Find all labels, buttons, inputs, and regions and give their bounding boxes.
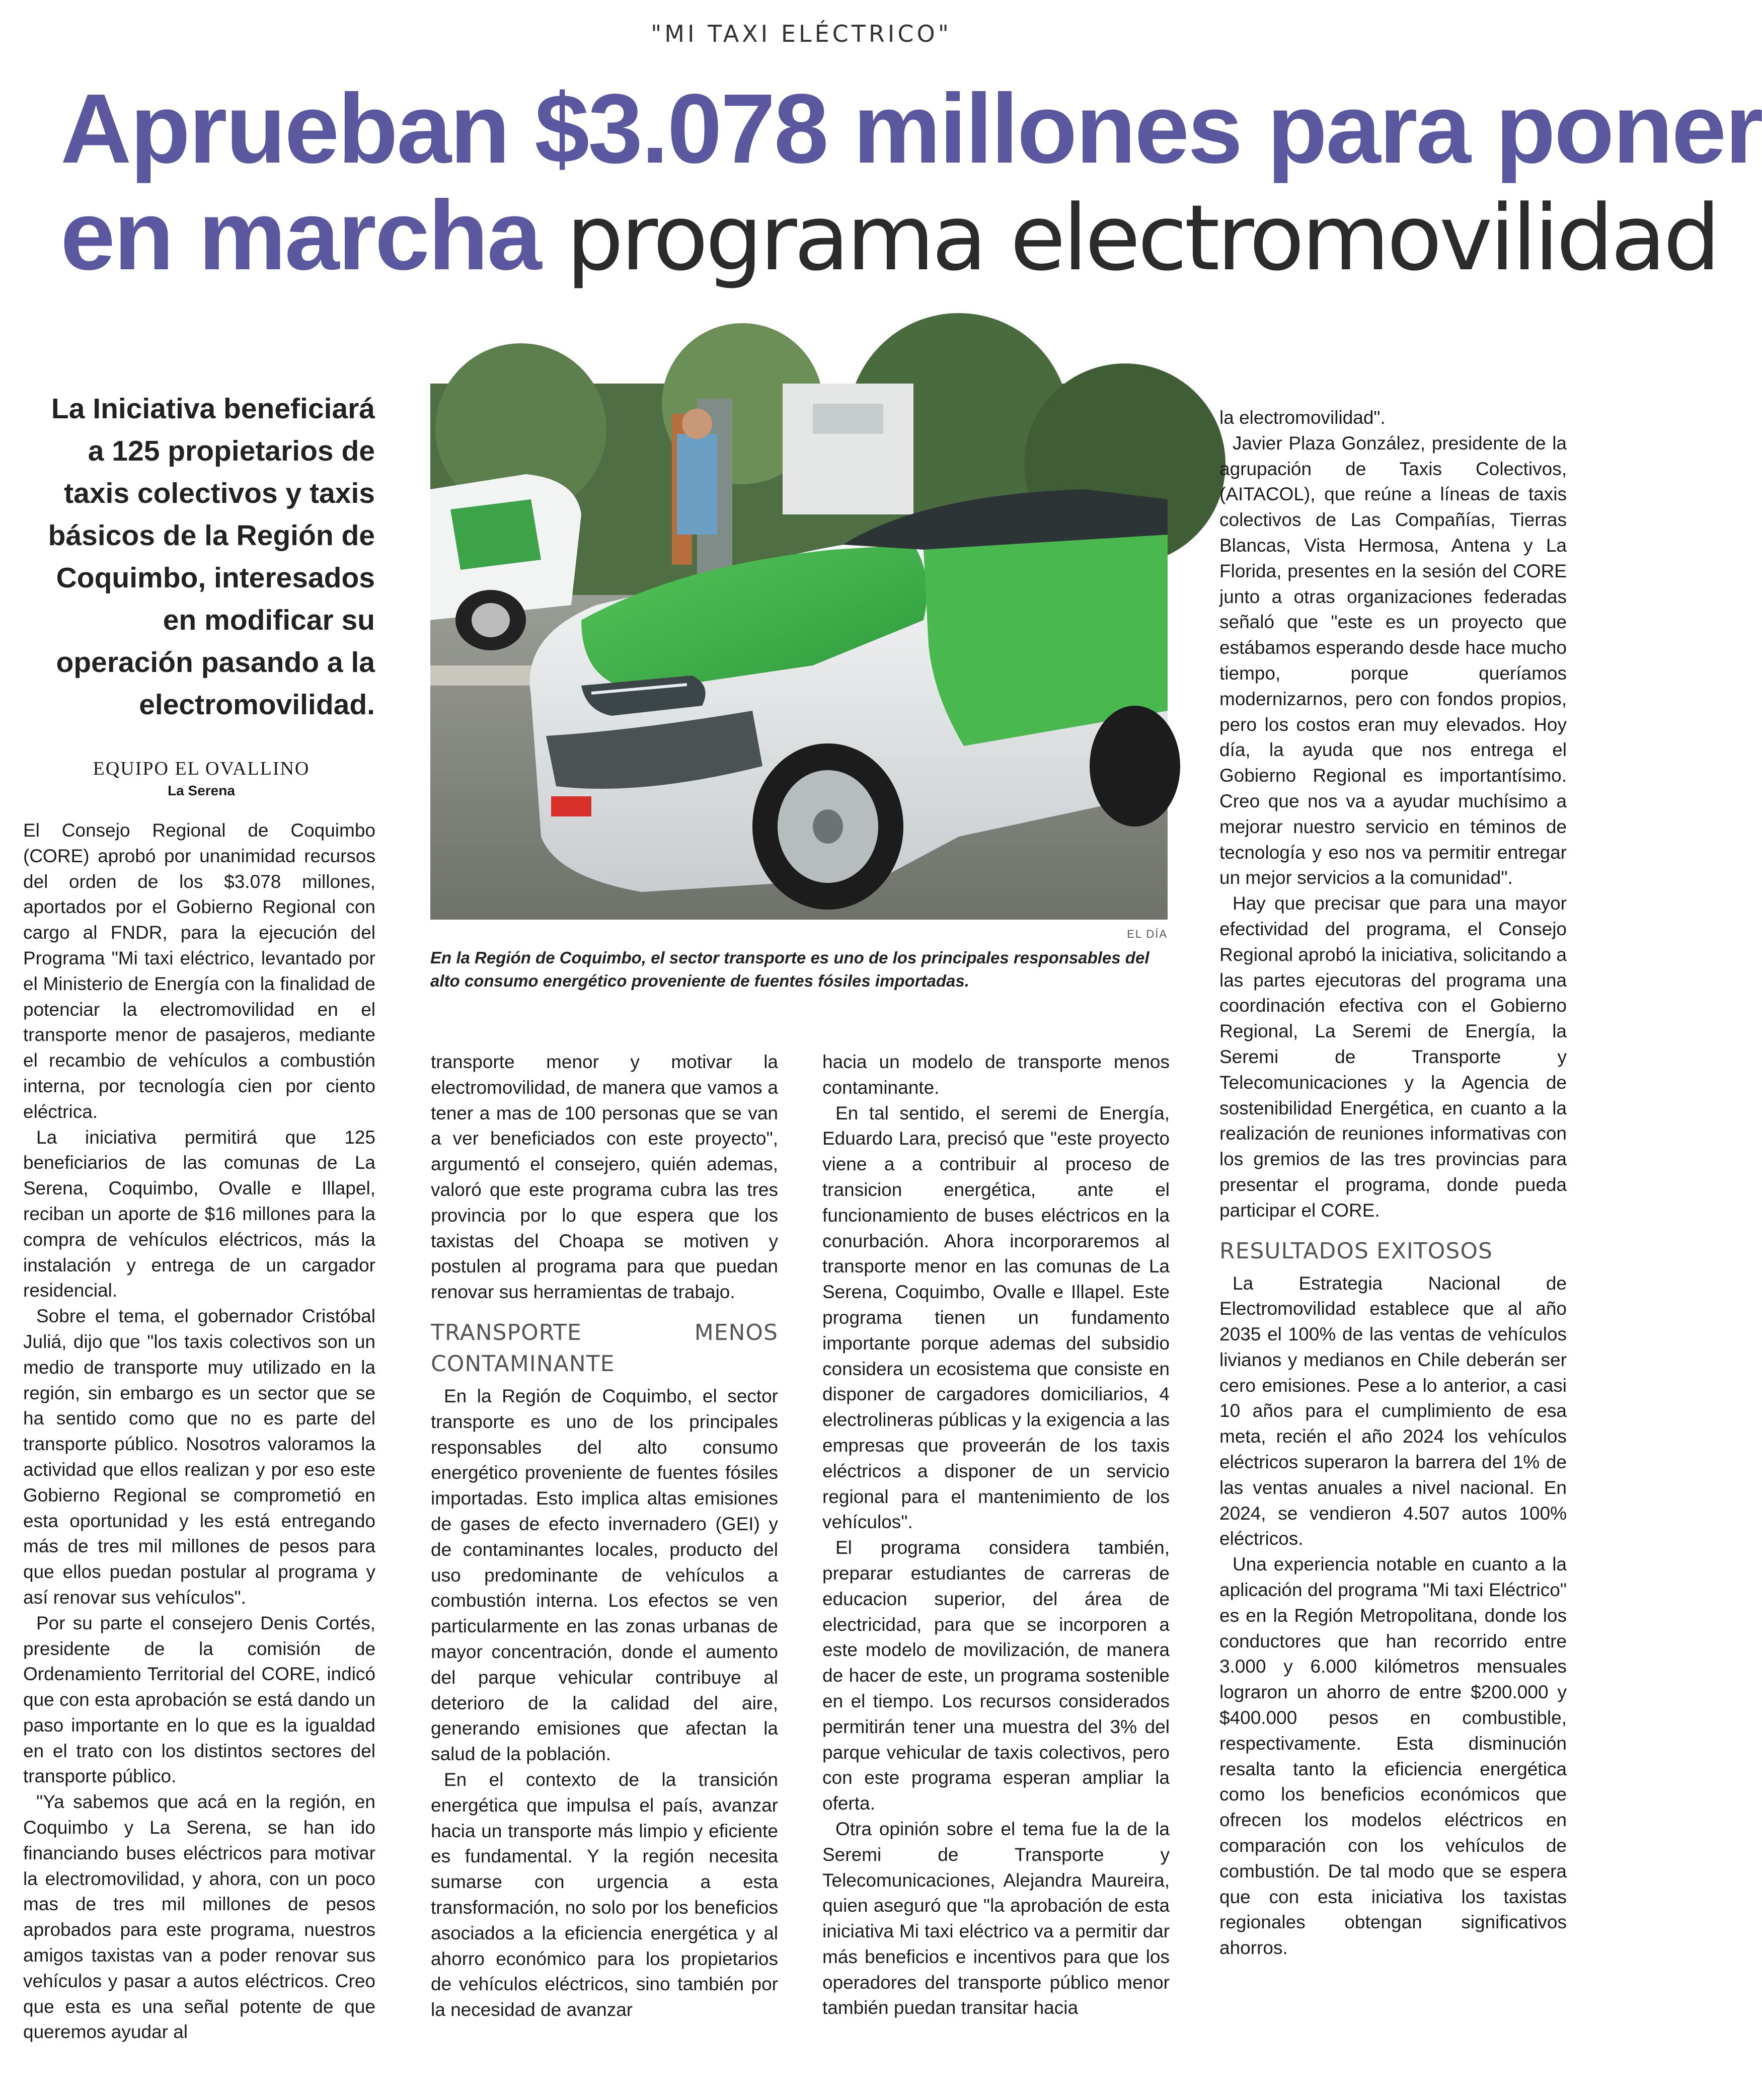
paragraph: Javier Plaza González, presidente de la agrupación de Taxis Colectivos, (AITACOL), que reúne a líneas de taxis colectivos de Las Compañías, Tierras Blancas, Vista Hermosa, Antena y La Florida, presentes en la sesión del CORE junto a otras organizaciones federadas señaló que "este es un proyecto que estábamos esperando desde hace mucho tiempo, porque queríamos modernizarnos, pero con fondos propios, pero los costos eran muy elevados. Hoy día, la ayuda que nos entrega el Gobierno Regional es importantísimo. Creo que nos va a ayudar muchísimo a mejorar nuestro servicio en téminos de tecnología y eso nos va permitir entregar un mejor servicios a la comunidad". <box>1219 432 1567 888</box>
paragraph: transporte menor y motivar la electromovilidad, de manera que vamos a tener a mas de 100 personas que se van a ver beneficiados con este proyecto", argumentó el consejero, quién ademas, valoró que este programa cubra las tres provincia por lo que espera que los taxistas del Choapa se motiven y postulen al programa para que puedan renovar sus herramientas de trabajo. <box>431 1052 778 1303</box>
paragraph: El Consejo Regional de Coquimbo (CORE) aprobó por unanimidad recursos del orden de los $3.078 millones, aportados por el Gobierno Regional con cargo al FNDR, para la ejecución del Programa "Mi taxi eléctrico, levantado por el Ministerio de Energía con la finalidad de potenciar la electromovilidad en el transporte menor de pasajeros, mediante el recambio de vehículos a combustión interna, por tecnología cien por ciento eléctrica. <box>23 820 375 1122</box>
paragraph: La Estrategia Nacional de Electromovilidad establece que al año 2035 el 100% de las ventas de vehículos livianos y medianos en Chile deberán ser cero emisiones. Pese a lo anterior, a casi 10 años para el cumplimiento de esa meta, recién el año 2024 los vehículos eléctricos superaron la barrera del 1% de las ventas anuales a nivel nacional. En 2024, se vendieron 4.507 autos 100% eléctricos. <box>1219 1272 1567 1549</box>
article-column-4 <box>1219 405 1567 1961</box>
paragraph: La iniciativa permitirá que 125 beneficiarios de las comunas de La Serena, Coquimbo, Ovalle e Illapel, reciban un aporte de $16 millones para la compra de vehículos eléctricos, más la instalación y entrega de un cargador residencial. <box>23 1127 375 1301</box>
paragraph: Otra opinión sobre el tema fue la de la Seremi de Transporte y Telecomunicaciones, Alejandra Maureira, quien aseguró que "la aprobación de esta iniciativa Mi taxi eléctrico va a permitir dar más beneficios e incentivos para que los operadores del transporte público menor también puedan transitar hacia <box>822 1818 1170 2018</box>
paragraph: Por su parte el consejero Denis Cortés, presidente de la comisión de Ordenamiento Territorial del CORE, indicó que con esta aprobación se está dando un paso importante en lo que es la igualdad en el trato con los distintos sectores del transporte público. <box>23 1612 375 1787</box>
byline-author: EQUIPO EL OVALLINO <box>93 758 310 779</box>
article-photo <box>430 384 1168 920</box>
byline-city: La Serena <box>168 783 235 798</box>
headline-thin-part: programa electromovilidad <box>566 185 1718 291</box>
article-lead: La Iniciativa beneficiará a 125 propietarios de taxis colectivos y taxis básicos de la Región de Coquimbo, interesados en modificar su operación pasando a la electromovilidad. <box>48 393 375 721</box>
article-column-3 <box>822 1049 1170 2021</box>
section-subhead: TRANSPORTE MENOS CONTAMINANTE <box>431 1319 778 1377</box>
paragraph: la electromovilidad". <box>1219 407 1386 428</box>
article-column-1 <box>23 818 375 2045</box>
photo-caption: En la Región de Coquimbo, el sector transporte es uno de los principales responsables del alto consumo energético proveniente de fuentes fósiles importadas. <box>430 948 1150 990</box>
photo-credit: EL DÍA <box>1127 928 1168 940</box>
paragraph: En el contexto de la transición energética que impulsa el país, avanzar hacia un transporte más limpio y eficiente es fundamental. Y la región necesita sumarse con urgencia a esta transformación, no solo por los beneficios asociados a la eficiencia energética y al ahorro económico para los propietarios de vehículos eléctricos, sino también por la necesidad de avanzar <box>431 1769 778 2020</box>
paragraph: "Ya sabemos que acá en la región, en Coquimbo y La Serena, se han ido financiando buses eléctricos para motivar la electromovilidad, y ahora, con un poco mas de tres mil millones de pesos aprobados para este programa, nuestros amigos taxistas van a poder renovar sus vehículos y pasar a autos eléctricos. Creo que esta es una señal potente de que queremos ayudar al <box>23 1791 375 2043</box>
article-column-2 <box>431 1049 778 2023</box>
paragraph: Hay que precisar que para una mayor efectividad del programa, el Consejo Regional aprobó la iniciativa, solicitando a las partes ejecutoras del programa una coordinación efectiva con el Gobierno Regional, La Seremi de Energía, la Seremi de Transporte y Telecomunicaciones y la Agencia de sostenibilidad Energética, en cuanto a la realización de reuniones informativas con los gremios de las tres provincias para presentar el programa, donde pueda participar el CORE. <box>1219 893 1567 1221</box>
paragraph: En la Región de Coquimbo, el sector transporte es uno de los principales responsables del alto consumo energético proveniente de fuentes fósiles importadas. Esto implica altas emisiones de gases de efecto invernadero (GEI) y de contaminantes locales, producto del uso predominante de vehículos a combustión interna. Los efectos se ven particularmente en las zonas urbanas de mayor concentración, donde el aumento del parque vehicular contribuye al deterioro de la calidad del aire, generando emisiones que afectan la salud de la población. <box>431 1385 778 1765</box>
paragraph: Sobre el tema, el gobernador Cristóbal Juliá, dijo que "los taxis colectivos son un medio de transporte muy utilizado en la región, sin embargo es un sector que se ha sentido como que no es parte del transporte público. Nosotros valoramos la actividad que ellos realizan y por eso este Gobierno Regional se comprometió en esta oportunidad y les está entregando más de tres mil millones de pesos para que ellos puedan postular al programa y así renovar sus vehículos". <box>23 1306 375 1608</box>
electric-taxi-photo <box>430 384 1168 920</box>
article-kicker: "MI TAXI ELÉCTRICO" <box>651 20 952 47</box>
paragraph: Una experiencia notable en cuanto a la aplicación del programa "Mi taxi Eléctrico" es en la Región Metropolitana, donde los conductores que han recorrido entre 3.000 y 6.000 kilómetros mensuales lograron un ahorro de entre $200.000 y $400.000 pesos en combustible, respectivamente. Esta disminución resalta tanto la eficiencia energética como los beneficios económicos que ofrecen los modelos eléctricos en comparación con los vehículos de combustión. De tal modo que se espera que con esta iniciativa los taxistas regionales obtengan significativos ahorros. <box>1219 1554 1567 1959</box>
headline-bold-part: en marcha <box>60 180 541 290</box>
headline-line-1: Aprueban $3.078 millones para poner <box>60 73 1762 184</box>
article-headline <box>60 73 1762 291</box>
paragraph: hacia un modelo de transporte menos contaminante. <box>822 1052 1170 1098</box>
headline-line-2 <box>60 180 1718 291</box>
section-subhead: RESULTADOS EXITOSOS <box>1219 1238 1493 1264</box>
paragraph: El programa considera también, preparar estudiantes de carreras de educacion superior, del área de electricidad, para que se incorporen a este modelo de movilización, de manera de hacer de este, un programa sostenible en el tiempo. Los recursos considerados permitirán tener una muestra del 3% del parque vehicular de taxis colectivos, pero con este programa esperan ampliar la oferta. <box>822 1537 1170 1814</box>
paragraph: En tal sentido, el seremi de Energía, Eduardo Lara, precisó que "este proyecto viene a a contribuir al proceso de transicion energética, ante el funcionamiento de buses eléctricos en la conurbación. Ahora incorporaremos al transporte menor en las comunas de La Serena, Coquimbo, Ovalle e Illapel. Este programa tienen un fundamento importante porque ademas del subsidio considera un ecosistema que consiste en disponer de cargadores domiciliarios, 4 electrolineras públicas y la exigencia a las empresas que proveerán de los taxis eléctricos a disponer de un servicio regional para el mantenimiento de los vehículos". <box>822 1102 1170 1533</box>
byline <box>28 758 375 799</box>
